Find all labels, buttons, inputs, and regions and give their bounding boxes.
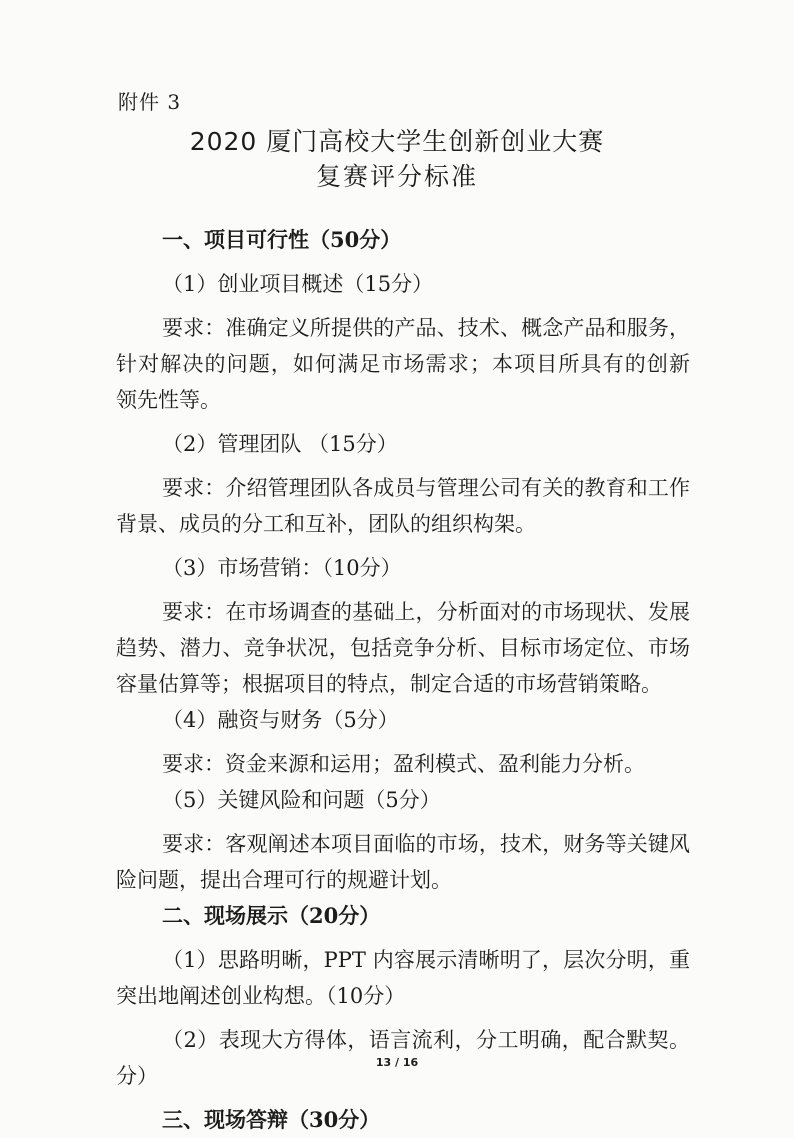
item-1-3-req-line: 要求：在市场调查的基础上，分析面对的市场现状、发展: [162, 600, 690, 624]
item-1-3-req-line: 趋势、潜力、竞争状况，包括竞争分析、目标市场定位、市场: [116, 636, 690, 660]
item-1-1-req-line: 针对解决的问题，如何满足市场需求；本项目所具有的创新: [116, 352, 690, 376]
item-1-5-req-line: 要求：客观阐述本项目面临的市场，技术，财务等关键风: [162, 832, 690, 856]
item-2-1-line: （1）思路明晰，PPT 内容展示清晰明了，层次分明，重: [162, 948, 690, 972]
item-1-1-req-line: 要求：准确定义所提供的产品、技术、概念产品和服务，: [162, 316, 690, 340]
section-2-heading: 二、现场展示（20分）: [162, 903, 381, 928]
item-1-2-title: （2）管理团队 （15分）: [162, 432, 398, 456]
document-body: [116, 222, 690, 1138]
item-1-2-req-line: 要求：介绍管理团队各成员与管理公司有关的教育和工作: [162, 476, 690, 500]
section-3-heading: 三、现场答辩（30分）: [162, 1107, 381, 1132]
document-title: 2020 厦门高校大学生创新创业大赛: [189, 127, 605, 156]
document-subtitle: 复赛评分标准: [315, 162, 478, 191]
item-1-1-req-line: 领先性等。: [116, 388, 221, 412]
item-1-3-title: （3）市场营销：（10分）: [162, 556, 402, 580]
item-1-2-req-line: 背景、成员的分工和互补，团队的组织构架。: [116, 512, 536, 536]
attachment-label: 附件 3: [118, 90, 182, 114]
item-1-3-req-line: 容量估算等；根据项目的特点，制定合适的市场营销策略。: [116, 672, 662, 696]
item-1-4-req-line: 要求：资金来源和运用；盈利模式、盈利能力分析。: [162, 752, 645, 776]
item-2-2-line: （2）表现大方得体，语言流利，分工明确，配合默契。: [162, 1028, 690, 1052]
item-2-1-line: 突出地阐述创业构想。（10分）: [116, 984, 406, 1008]
section-1-heading: 一、项目可行性（50分）: [162, 227, 402, 252]
page-number: 13 / 16: [375, 1056, 419, 1069]
item-1-4-title: （4）融资与财务（5分）: [162, 708, 399, 732]
item-2-2-line: 分）: [116, 1064, 158, 1088]
item-1-5-req-line: 险问题，提出合理可行的规避计划。: [116, 868, 452, 892]
item-1-1-title: （1）创业项目概述（15分）: [162, 272, 434, 296]
item-1-5-title: （5）关键风险和问题（5分）: [162, 788, 441, 812]
